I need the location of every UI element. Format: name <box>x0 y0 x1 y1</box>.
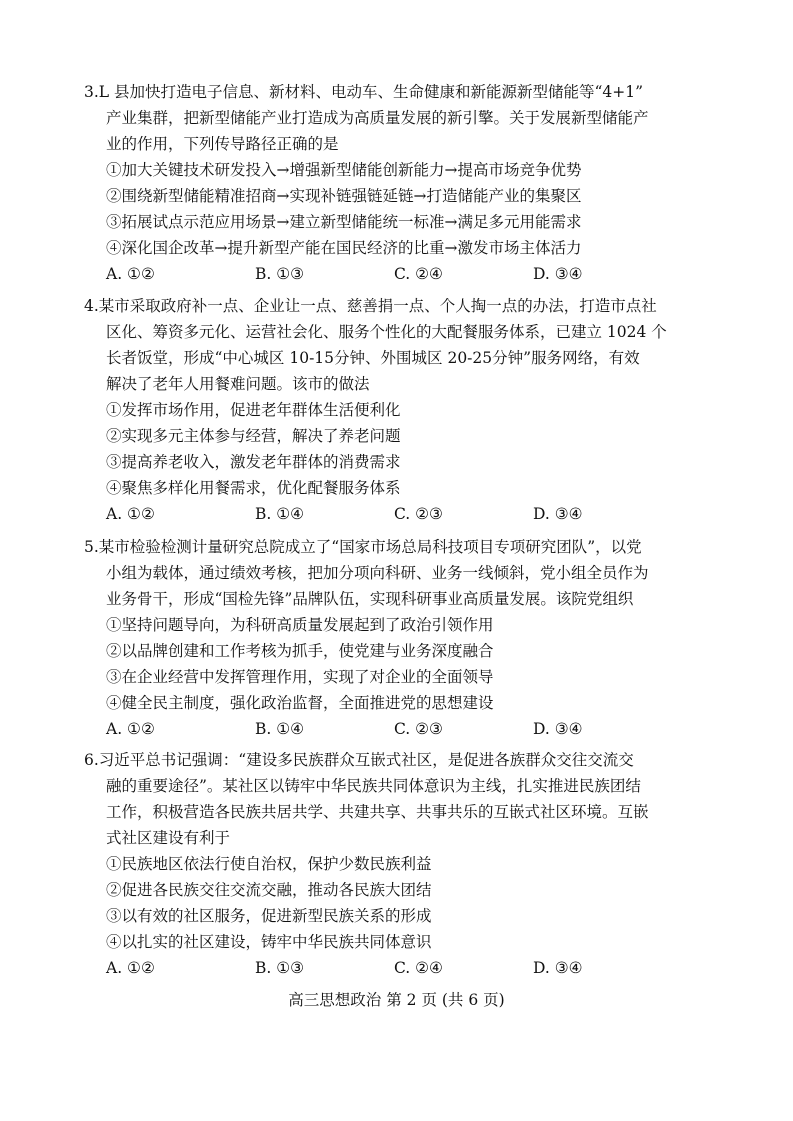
statement-option: ①民族地区依法行使自治权，保护少数民族利益 <box>106 855 432 873</box>
statement-option: ②实现多元主体参与经营，解决了养老问题 <box>106 427 401 445</box>
statement-option: ③拓展试点示范应用场景→建立新型储能统一标准→满足多元用能需求 <box>106 213 582 231</box>
answer-choices <box>84 261 724 287</box>
choice-d: D. ③④ <box>533 265 583 283</box>
question-stem-line: 融的重要途径”。某社区以铸牢中华民族共同体意识为主线，扎实推进民族团结 <box>106 777 641 795</box>
choice-c: C. ②④ <box>394 959 443 977</box>
choice-c: C. ②③ <box>394 720 443 738</box>
choice-b: B. ①③ <box>255 959 305 977</box>
choice-a: A. ①② <box>106 265 155 283</box>
page-footer: 高三思想政治 第 2 页 (共 6 页) <box>288 991 505 1009</box>
choice-a: A. ①② <box>106 505 155 523</box>
choice-a: A. ①② <box>106 720 155 738</box>
question-3 <box>84 79 724 287</box>
question-stem-line: 式社区建设有利于 <box>106 829 231 847</box>
question-5 <box>84 534 724 742</box>
choice-d: D. ③④ <box>533 959 583 977</box>
statement-option: ③在企业经营中发挥管理作用，实现了对企业的全面领导 <box>106 668 494 686</box>
question-6 <box>84 747 724 981</box>
statement-option: ④深化国企改革→提升新型产能在国民经济的比重→激发市场主体活力 <box>106 239 582 257</box>
question-stem-line: 区化、筹资多元化、运营社会化、服务个性化的大配餐服务体系，已建立 1024 个 <box>106 323 667 341</box>
statement-option: ④聚焦多样化用餐需求，优化配餐服务体系 <box>106 479 401 497</box>
statement-option: ②促进各民族交往交流交融，推动各民族大团结 <box>106 881 432 899</box>
statement-option: ①加大关键技术研发投入→增强新型储能创新能力→提高市场竞争优势 <box>106 161 582 179</box>
question-stem-line: 工作，积极营造各民族共居共学、共建共享、共事共乐的互嵌式社区环境。互嵌 <box>106 803 649 821</box>
question-stem-line: 3.L 县加快打造电子信息、新材料、电动车、生命健康和新能源新型储能等“4+1” <box>84 83 644 101</box>
choice-d: D. ③④ <box>533 505 583 523</box>
choice-b: B. ①④ <box>255 720 305 738</box>
question-stem-line: 产业集群，把新型储能产业打造成为高质量发展的新引擎。关于发展新型储能产 <box>106 109 649 127</box>
choice-c: C. ②③ <box>394 505 443 523</box>
question-stem-line: 5.某市检验检测计量研究总院成立了“国家市场总局科技项目专项研究团队”，以党 <box>84 538 642 556</box>
statement-option: ③提高养老收入，激发老年群体的消费需求 <box>106 453 401 471</box>
statement-option: ④健全民主制度，强化政治监督，全面推进党的思想建设 <box>106 694 494 712</box>
statement-option: ③以有效的社区服务，促进新型民族关系的形成 <box>106 907 432 925</box>
statement-option: ①发挥市场作用，促进老年群体生活便利化 <box>106 401 401 419</box>
question-stem-line: 小组为载体，通过绩效考核，把加分项向科研、业务一线倾斜，党小组全员作为 <box>106 564 649 582</box>
question-stem-line: 解决了老年人用餐难问题。该市的做法 <box>106 375 370 393</box>
choice-c: C. ②④ <box>394 265 443 283</box>
statement-option: ④以扎实的社区建设，铸牢中华民族共同体意识 <box>106 933 432 951</box>
choice-d: D. ③④ <box>533 720 583 738</box>
statement-option: ①坚持问题导向，为科研高质量发展起到了政治引领作用 <box>106 616 494 634</box>
question-stem-line: 6.习近平总书记强调：“建设多民族群众互嵌式社区，是促进各族群众交往交流交 <box>84 751 634 769</box>
question-stem-line: 长者饭堂，形成“中心城区 10-15分钟、外围城区 20-25分钟”服务网络，有效 <box>106 349 640 367</box>
question-stem-line: 4.某市采取政府补一点、企业让一点、慈善捐一点、个人掏一点的办法，打造市点社 <box>84 297 657 315</box>
question-stem-line: 业务骨干，形成“国检先锋”品牌队伍，实现科研事业高质量发展。该院党组织 <box>106 590 634 608</box>
statement-option: ②围绕新型储能精准招商→实现补链强链延链→打造储能产业的集聚区 <box>106 187 582 205</box>
choice-b: B. ①④ <box>255 505 305 523</box>
answer-choices <box>84 501 724 527</box>
statement-option: ②以品牌创建和工作考核为抓手，使党建与业务深度融合 <box>106 642 494 660</box>
choice-b: B. ①③ <box>255 265 305 283</box>
choice-a: A. ①② <box>106 959 155 977</box>
answer-choices <box>84 716 724 742</box>
question-stem-line: 业的作用，下列传导路径正确的是 <box>106 135 339 153</box>
answer-choices <box>84 955 724 981</box>
question-4 <box>84 293 724 527</box>
